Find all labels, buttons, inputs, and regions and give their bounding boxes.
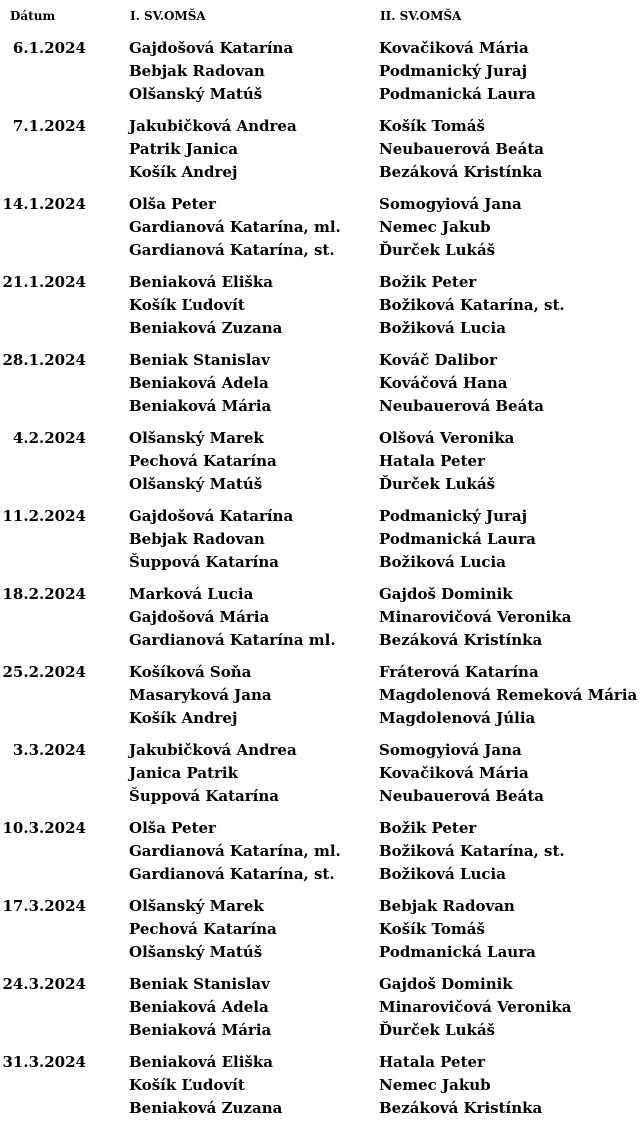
server-name: Beniaková Zuzana [129,1099,283,1117]
server-name: Pechová Katarína [129,920,277,938]
server-name: Beniaková Eliška [129,273,273,291]
second-mass-names [379,37,536,106]
first-mass-names [129,349,271,418]
server-name: Bebjak Radovan [129,62,265,80]
schedule-row [0,505,640,583]
server-name: Beniaková Adela [129,374,269,392]
server-name: Masaryková Jana [129,686,272,704]
second-mass-names [379,817,565,886]
server-name: Kovačiková Mária [379,39,529,57]
server-name: Hatala Peter [379,452,485,470]
server-name: Hatala Peter [379,1053,485,1071]
server-name: Jakubičková Andrea [129,117,297,135]
server-name: Beniak Stanislav [129,351,270,369]
server-name: Kováč Dalibor [379,351,498,369]
server-name: Košík Ľudovít [129,1076,245,1094]
first-mass-names [129,895,277,964]
server-name: Podmanická Laura [379,530,536,548]
schedule-table [0,37,640,1129]
server-name: Bebjak Radovan [379,897,515,915]
server-name: Olšanský Matúš [129,475,263,493]
server-name: Košík Andrej [129,709,238,727]
server-name: Gajdošová Katarína [129,39,294,57]
second-mass-names [379,427,514,496]
schedule-row [0,37,640,115]
server-name: Gajdošová Katarína [129,507,294,525]
server-name: Ďurček Lukáš [379,475,496,493]
server-name: Božiková Katarína, st. [379,296,565,314]
second-mass-names [379,895,536,964]
first-mass-names [129,37,293,106]
server-name: Gardianová Katarína, st. [129,241,335,259]
row-date: 7.1.2024 [12,117,86,135]
server-name: Somogyiová Jana [379,195,522,213]
server-name: Olšanský Matúš [129,943,263,961]
server-name: Magdolenová Remeková Mária [379,686,638,704]
first-mass-names [129,193,341,262]
server-name: Božiková Lucia [379,319,506,337]
first-mass-names [129,817,341,886]
server-name: Beniaková Zuzana [129,319,283,337]
first-mass-names [129,505,293,574]
row-date: 14.1.2024 [2,195,86,213]
row-date: 4.2.2024 [12,429,86,447]
first-mass-column-header: I. SV.OMŠA [130,9,206,23]
second-mass-names [379,115,544,184]
schedule-row [0,583,640,661]
server-name: Patrik Janica [129,140,239,158]
server-name: Olša Peter [129,819,216,837]
second-mass-names [379,505,536,574]
server-name: Kovačiková Mária [379,764,529,782]
second-mass-names [379,973,571,1042]
second-mass-column-header: II. SV.OMŠA [380,9,462,23]
server-name: Magdolenová Júlia [379,709,536,727]
server-name: Marková Lucia [129,585,254,603]
server-name: Košík Ľudovít [129,296,245,314]
server-name: Bezáková Kristínka [379,163,543,181]
server-name: Janica Patrik [129,764,239,782]
schedule-row [0,817,640,895]
server-name: Košík Tomáš [379,117,485,135]
server-name: Božiková Lucia [379,553,506,571]
table-header [0,9,640,27]
server-name: Kováčová Hana [379,374,508,392]
server-name: Somogyiová Jana [379,741,522,759]
server-name: Gardianová Katarína, st. [129,865,335,883]
server-name: Beniaková Mária [129,397,272,415]
server-name: Bebjak Radovan [129,530,265,548]
second-mass-names [379,271,565,340]
server-name: Pechová Katarína [129,452,277,470]
server-name: Podmanický Juraj [379,507,528,525]
schedule-row [0,271,640,349]
server-name: Beniaková Adela [129,998,269,1016]
server-name: Gajdošová Mária [129,608,270,626]
server-name: Olšová Veronika [379,429,515,447]
server-name: Neubauerová Beáta [379,140,544,158]
row-date: 11.2.2024 [2,507,86,525]
schedule-row [0,661,640,739]
row-date: 21.1.2024 [2,273,86,291]
schedule-row [0,193,640,271]
server-name: Košík Tomáš [379,920,485,938]
server-name: Olša Peter [129,195,216,213]
server-name: Ďurček Lukáš [379,1021,496,1039]
server-name: Gajdoš Dominik [379,585,513,603]
server-name: Božiková Katarína, st. [379,842,565,860]
second-mass-names [379,583,571,652]
schedule-row [0,895,640,973]
server-name: Podmanický Juraj [379,62,528,80]
row-date: 25.2.2024 [2,663,86,681]
second-mass-names [379,1051,542,1120]
first-mass-names [129,973,271,1042]
schedule-row [0,427,640,505]
server-name: Olšanský Marek [129,429,264,447]
server-name: Gardianová Katarína, ml. [129,842,341,860]
server-name: Božik Peter [379,819,477,837]
first-mass-names [129,115,297,184]
row-date: 28.1.2024 [2,351,86,369]
server-name: Podmanická Laura [379,85,536,103]
server-name: Gardianová Katarína ml. [129,631,336,649]
first-mass-names [129,739,297,808]
first-mass-names [129,427,277,496]
server-name: Ďurček Lukáš [379,241,496,259]
server-name: Minarovičová Veronika [379,998,572,1016]
server-name: Neubauerová Beáta [379,787,544,805]
row-date: 31.3.2024 [2,1053,86,1071]
server-name: Olšanský Matúš [129,85,263,103]
server-name: Gajdoš Dominik [379,975,513,993]
server-name: Beniak Stanislav [129,975,270,993]
server-name: Beniaková Mária [129,1021,272,1039]
date-column-header: Dátum [10,9,56,23]
schedule-row [0,1051,640,1129]
server-name: Jakubičková Andrea [129,741,297,759]
server-name: Neubauerová Beáta [379,397,544,415]
first-mass-names [129,1051,282,1120]
second-mass-names [379,193,522,262]
server-name: Košíková Soňa [129,663,252,681]
first-mass-names [129,661,272,730]
server-name: Beniaková Eliška [129,1053,273,1071]
schedule-row [0,739,640,817]
server-name: Fráterová Katarína [379,663,539,681]
server-name: Božik Peter [379,273,477,291]
row-date: 10.3.2024 [2,819,86,837]
server-name: Minarovičová Veronika [379,608,572,626]
schedule-row [0,115,640,193]
server-name: Nemec Jakub [379,218,491,236]
server-name: Olšanský Marek [129,897,264,915]
row-date: 3.3.2024 [12,741,86,759]
second-mass-names [379,739,544,808]
server-name: Bezáková Kristínka [379,631,543,649]
server-name: Podmanická Laura [379,943,536,961]
server-name: Šuppová Katarína [129,787,280,805]
row-date: 18.2.2024 [2,585,86,603]
row-date: 24.3.2024 [2,975,86,993]
server-name: Nemec Jakub [379,1076,491,1094]
second-mass-names [379,349,544,418]
first-mass-names [129,271,282,340]
first-mass-names [129,583,336,652]
server-name: Božiková Lucia [379,865,506,883]
row-date: 17.3.2024 [2,897,86,915]
schedule-row [0,973,640,1051]
server-name: Bezáková Kristínka [379,1099,543,1117]
row-date: 6.1.2024 [12,39,86,57]
server-name: Gardianová Katarína, ml. [129,218,341,236]
server-name: Košík Andrej [129,163,238,181]
schedule-row [0,349,640,427]
server-name: Šuppová Katarína [129,553,280,571]
second-mass-names [379,661,637,730]
